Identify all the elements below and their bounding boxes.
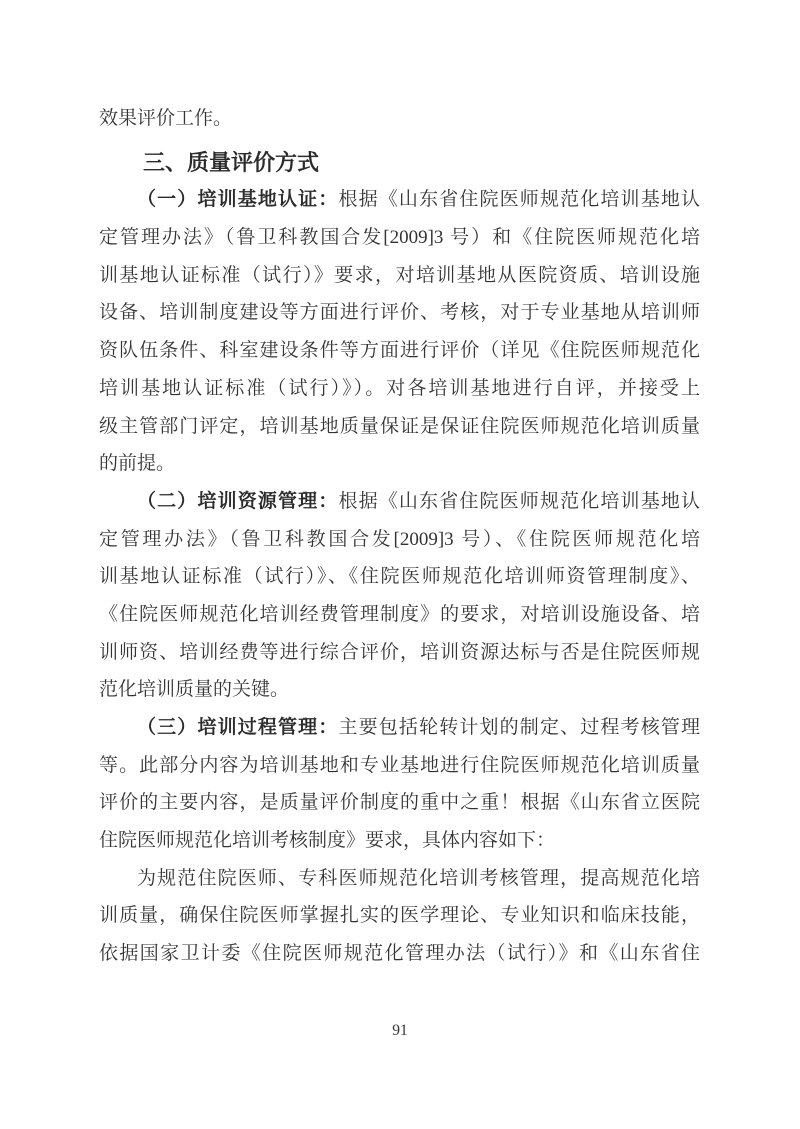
text-line [99,445,700,483]
text-line [99,709,700,747]
section-heading [99,144,700,182]
text-line [99,784,700,822]
text-segment: 依据国家卫计委《住院医师规范化管理办法（试行）》和《山东省住 [99,943,700,965]
text-segment: 训基地认证标准（试行）》、《住院医师规范化培训师资管理制度》、 [99,566,700,588]
bold-text-segment: 三、质量评价方式 [143,149,320,175]
text-segment: 的前提。 [99,453,176,475]
text-line [99,822,700,860]
text-segment: 效果评价工作。 [99,108,233,129]
text-line [99,219,700,257]
text-segment: 范化培训质量的关键。 [99,679,290,701]
text-line [99,860,700,898]
text-segment: 根据《山东省住院医师规范化培训基地认 [338,490,700,512]
text-segment: 设备、培训制度建设等方面进行评价、考核，对于专业基地从培训师 [99,302,700,324]
text-segment: 主要包括轮转计划的制定、过程考核管理 [338,717,700,738]
text-line [99,634,700,672]
text-segment: 住院医师规范化培训考核制度》要求，具体内容如下： [99,830,556,852]
text-segment: 训基地认证标准（试行）》要求，对培训基地从医院资质、培训设施 [99,264,700,286]
text-segment: 等。此部分内容为培训基地和专业基地进行住院医师规范化培训质量 [99,754,700,776]
text-segment: 评价的主要内容，是质量评价制度的重中之重！根据《山东省立医院 [99,792,700,814]
page-number: 91 [392,1022,408,1039]
text-segment: 《住院医师规范化培训经费管理制度》的要求，对培训设施设备、培 [99,603,700,625]
text-segment: 为规范住院医师、专科医师规范化培训考核管理，提高规范化培 [137,867,700,889]
text-line [99,671,700,709]
text-line [99,100,700,138]
text-line [99,935,700,973]
text-line [99,897,700,935]
bold-text-segment: （一）培训基地认证： [137,189,339,211]
text-segment: 培训基地认证标准（试行）》）。对各培训基地进行自评，并接受上 [99,377,700,399]
text-segment: 根据《山东省住院医师规范化培训基地认 [338,189,700,211]
bold-text-segment: （三）培训过程管理： [137,717,339,738]
text-line [99,558,700,596]
text-line [99,181,700,219]
text-segment: 定管理办法》（鲁卫科教国合发[2009]3 号）、《住院医师规范化培 [99,528,700,550]
text-segment: 定管理办法》（鲁卫科教国合发[2009]3 号）和《住院医师规范化培 [99,227,700,249]
text-line [99,408,700,446]
bold-text-segment: （二）培训资源管理： [137,490,339,512]
text-line [99,332,700,370]
text-line [99,257,700,295]
text-segment: 资队伍条件、科室建设条件等方面进行评价（详见《住院医师规范化 [99,340,700,362]
text-line [99,747,700,785]
text-line [99,483,700,521]
text-segment: 训质量，确保住院医师掌握扎实的医学理论、专业知识和临床技能， [99,905,700,927]
text-line [99,521,700,559]
text-line [99,370,700,408]
text-segment: 训师资、培训经费等进行综合评价，培训资源达标与否是住院医师规 [99,641,700,663]
document-body [99,100,700,973]
text-line [99,294,700,332]
text-segment: 级主管部门评定，培训基地质量保证是保证住院医师规范化培训质量 [99,415,700,437]
text-line [99,596,700,634]
